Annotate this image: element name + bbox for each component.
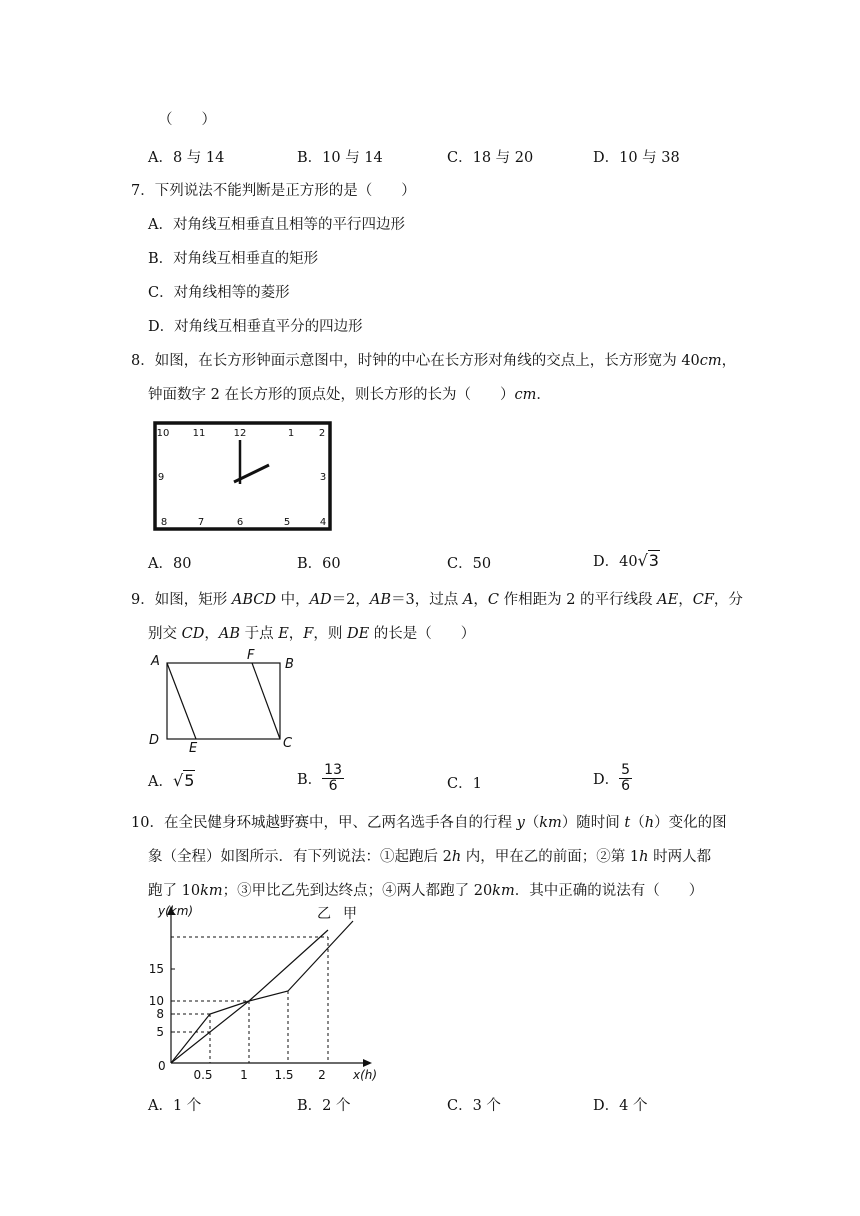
q9-option-a [148,770,195,791]
distance-time-graph [140,900,390,1085]
sqrt-expression: √3 [637,551,659,570]
clock-number: 11 [192,428,206,439]
point-label: A [151,654,160,669]
clock-number: 8 [160,517,168,528]
q10-text: ）变化的图 [654,815,727,831]
q10-text: 10．在全民健身环城越野赛中，甲、乙两名选手各自的行程 [131,815,517,831]
clock-number: 1 [287,428,295,439]
clock-number: 6 [236,517,244,528]
clock-number: 2 [318,428,326,439]
q9-var: F [303,626,314,642]
q8-option-c: C．50 [447,556,492,572]
q9-option-b-prefix: B． [297,772,323,788]
q8-option-d-prefix: D．40 [593,554,638,570]
q8-stem-line2 [148,383,551,404]
x-tick-label: 0.5 [193,1068,213,1082]
q7-option-a: A．对角线互相垂直且相等的平行四边形 [148,217,405,233]
y-tick-label: 8 [156,1007,164,1021]
q9-var: DE [346,626,370,642]
q6-option-a: A．8 与 14 [148,150,225,166]
q9-var: CF [692,592,714,608]
x-axis-arrow [363,1059,372,1067]
q8-option-d [593,550,660,571]
fraction [619,763,632,794]
q8-option-a: A．80 [148,556,192,572]
q6-option-b: B．10 与 14 [297,150,383,166]
legend-yi: 乙 [317,906,331,922]
q10-text: 象（全程）如图所示．有下列说法：①起跑后 2 [148,849,452,865]
q9-text: 于点 [239,626,279,642]
q7-option-b: B．对角线互相垂直的矩形 [148,251,319,267]
fraction-numerator: 5 [621,762,631,778]
clock-number: 10 [156,428,170,439]
q10-text: 跑了 10 [148,883,201,899]
q9-var: AB [218,626,240,642]
q9-text: ， [204,626,219,642]
clock-figure [150,418,335,534]
point-label: B [285,657,294,672]
q10-var: t [624,815,631,831]
q10-text: （ [524,815,540,831]
q10-option-b: B．2 个 [297,1098,351,1114]
q8-unit-cm: cm [514,387,537,403]
sqrt-expression: √5 [172,771,195,790]
q9-var: AE [657,592,679,608]
q9-stem-line1 [131,588,743,609]
x-tick-label: 2 [318,1068,326,1082]
q10-unit: h [639,849,649,865]
q10-text: ；③甲比乙先到达终点；④两人都跑了 20 [222,883,493,899]
x-axis-label: x(h) [353,1068,378,1082]
q10-var: y [516,815,525,831]
q7-option-c: C．对角线相等的菱形 [148,285,290,301]
q9-var: E [278,626,289,642]
q9-var: C [487,592,499,608]
q9-text: ＝3，过点 [391,592,463,608]
origin-label: 0 [158,1059,166,1073]
clock-number: 9 [157,472,165,483]
fraction-denominator: 6 [328,778,338,794]
q8-punct: ， [721,353,737,369]
fraction-denominator: 6 [621,778,631,794]
q9-text: ，则 [313,626,347,642]
x-tick-label: 1 [240,1068,248,1082]
q9-text: 作相距为 2 的平行线段 [499,592,658,608]
q8-stem-line1 [131,349,736,370]
clock-number: 3 [319,472,327,483]
q8-text: 钟面数字 2 在长方形的顶点处，则长方形的长为（ ） [148,387,515,403]
q10-stem-line2 [148,845,711,866]
q9-var: AB [369,592,392,608]
clock-number: 5 [283,517,291,528]
fraction [322,763,344,794]
q10-option-a: A．1 个 [148,1098,202,1114]
segment-ae [167,663,196,739]
q6-option-c: C．18 与 20 [447,150,534,166]
sqrt-radicand: 3 [648,551,659,570]
q7-stem: 7．下列说法不能判断是正方形的是（ ） [131,183,416,199]
q9-option-c: C．1 [447,776,482,792]
q9-text: 9．如图，矩形 [131,592,232,608]
q10-option-d: D．4 个 [593,1098,648,1114]
rectangle-abcd [167,663,280,739]
q9-text: ，分 [713,592,743,608]
q10-text: ）随时间 [561,815,625,831]
q8-punct: ． [536,387,551,403]
q10-option-c: C．3 个 [447,1098,501,1114]
q10-unit: km [539,815,562,831]
q9-var: ABCD [231,592,276,608]
q9-option-d [593,763,632,794]
q9-text: 中， [275,592,310,608]
q9-stem-line2 [148,622,475,643]
q10-text: ．其中正确的说法有（ ） [514,883,704,899]
clock-number: 7 [197,517,205,528]
point-label: F [247,648,255,663]
q9-var: A [462,592,474,608]
y-axis-label: y(km) [158,904,194,918]
point-label: C [283,736,293,751]
q8-unit-cm: cm [699,353,722,369]
q9-option-a-prefix: A． [148,774,173,790]
point-label: D [149,733,160,748]
q9-var: AD [309,592,332,608]
clock-number: 4 [319,517,327,528]
q9-text: ， [678,592,693,608]
segment-cf [252,663,280,739]
fraction-numerator: 13 [324,762,342,778]
y-tick-label: 10 [148,994,164,1008]
legend-jia: 甲 [343,906,357,922]
sqrt-radicand: 5 [184,771,195,790]
point-label: E [189,741,198,754]
q7-option-d: D．对角线互相垂直平分的四边形 [148,319,363,335]
q9-text: ＝2， [331,592,370,608]
q9-var: CD [181,626,205,642]
y-tick-label: 5 [156,1025,164,1039]
q9-text: ， [288,626,304,642]
q10-text: （ [630,815,645,831]
q10-unit: h [451,849,462,865]
q6-option-d: D．10 与 38 [593,150,680,166]
q10-unit: h [644,815,655,831]
q9-text: 别交 [148,626,182,642]
q10-text: 内，甲在乙的前面；②第 1 [461,849,640,865]
y-tick-label: 15 [148,962,164,976]
x-tick-label: 1.5 [274,1068,294,1082]
q10-text: 时两人都 [648,849,712,865]
q6-answer-paren: （ ） [158,112,216,128]
q10-stem-line3 [148,879,703,900]
q8-text: 8．如图，在长方形钟面示意图中，时钟的中心在长方形对角线的交点上，长方形宽为 40 [131,353,700,369]
rectangle-figure [145,648,305,754]
q8-option-b: B．60 [297,556,341,572]
q9-option-d-prefix: D． [593,772,620,788]
clock-number: 12 [233,428,247,439]
q9-option-b [297,763,344,794]
q9-text: ， [473,592,488,608]
q10-unit: km [200,883,223,899]
q9-text: 的长是（ ） [369,626,476,642]
q10-stem-line1 [131,811,727,832]
q10-unit: km [492,883,515,899]
